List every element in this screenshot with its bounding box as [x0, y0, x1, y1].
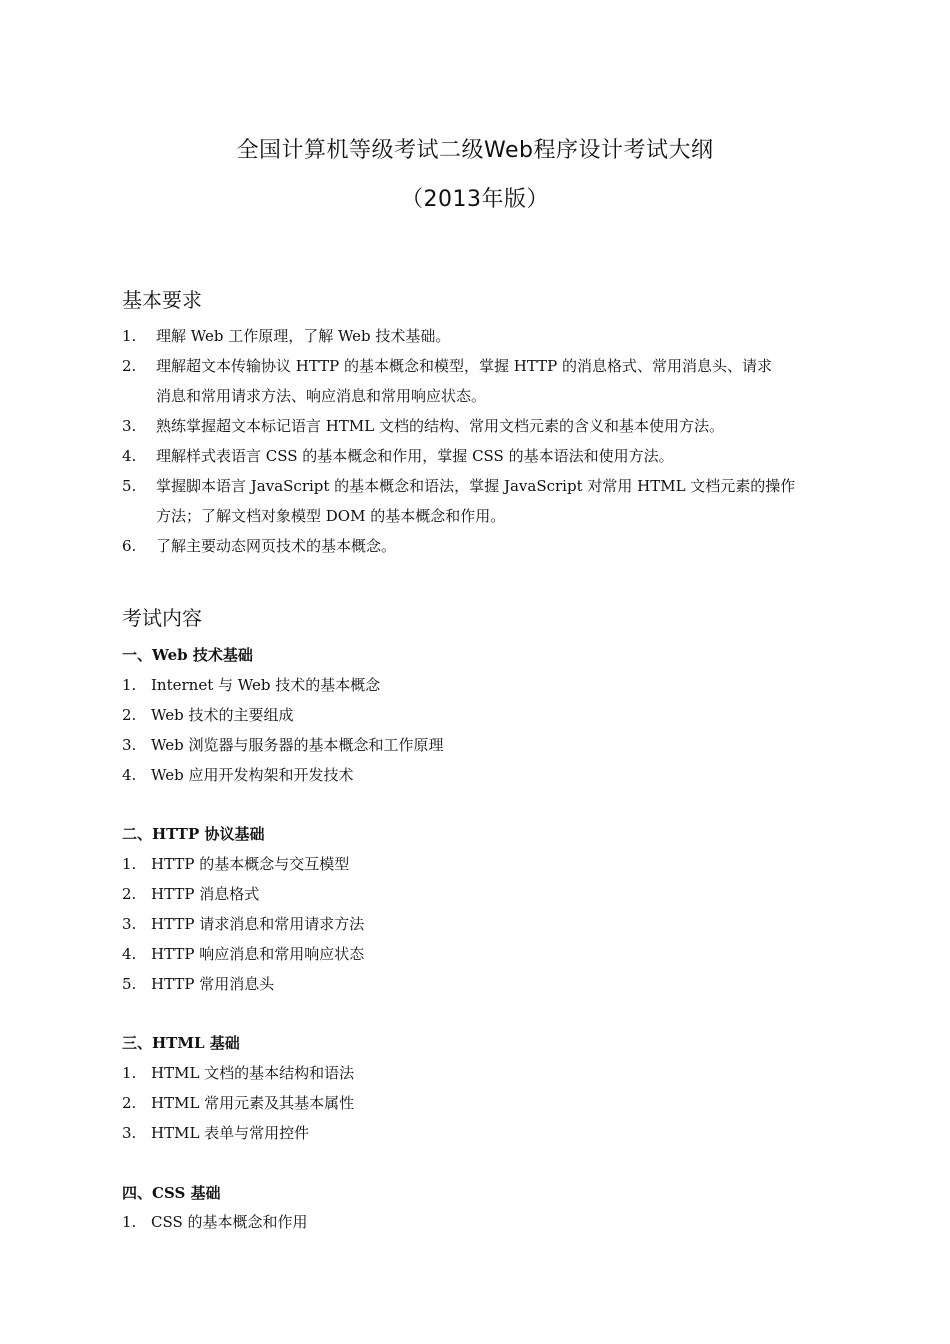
subsection-title: 二、HTTP 协议基础: [122, 825, 265, 843]
requirement-item: 6. 了解主要动态网页技术的基本概念。: [122, 537, 397, 555]
content-item: 1. Internet 与 Web 技术的基本概念: [122, 676, 381, 694]
subsection-title: 四、CSS 基础: [122, 1184, 221, 1202]
content-item: 2. Web 技术的主要组成: [122, 706, 294, 724]
content-item: 3. HTTP 请求消息和常用请求方法: [122, 915, 365, 933]
content-item: 5. HTTP 常用消息头: [122, 975, 275, 993]
subsection-title: 三、HTML 基础: [122, 1034, 240, 1052]
requirement-item: 4. 理解样式表语言 CSS 的基本概念和作用，掌握 CSS 的基本语法和使用方法。: [122, 447, 674, 465]
requirement-item: 2. 理解超文本传输协议 HTTP 的基本概念和模型，掌握 HTTP 的消息格式、常用消息头、请求: [122, 357, 772, 375]
content-item: 4. HTTP 响应消息和常用响应状态: [122, 945, 365, 963]
content-item: 2. HTTP 消息格式: [122, 885, 260, 903]
section-heading-basic-requirements: 基本要求: [122, 288, 202, 312]
content-item: 1. HTTP 的基本概念与交互模型: [122, 855, 350, 873]
section-heading-exam-content: 考试内容: [122, 606, 202, 630]
content-item: 3. Web 浏览器与服务器的基本概念和工作原理: [122, 736, 444, 754]
document-edition: （2013年版）: [401, 187, 549, 212]
content-item: 3. HTML 表单与常用控件: [122, 1124, 310, 1142]
requirement-item: 5. 掌握脚本语言 JavaScript 的基本概念和语法，掌握 JavaScript 对常用 HTML 文档元素的操作: [122, 477, 796, 495]
requirement-item-continuation: 方法；了解文档对象模型 DOM 的基本概念和作用。: [156, 507, 506, 525]
content-item: 2. HTML 常用元素及其基本属性: [122, 1094, 355, 1112]
document-title: 全国计算机等级考试二级Web程序设计考试大纲: [236, 138, 714, 163]
subsection-title: 一、Web 技术基础: [122, 646, 253, 664]
content-item: 4. Web 应用开发构架和开发技术: [122, 766, 354, 784]
requirement-item: 3. 熟练掌握超文本标记语言 HTML 文档的结构、常用文档元素的含义和基本使用方法。: [122, 417, 724, 435]
requirement-item-continuation: 消息和常用请求方法、响应消息和常用响应状态。: [156, 387, 487, 405]
content-item: 1. HTML 文档的基本结构和语法: [122, 1064, 355, 1082]
content-item: 1. CSS 的基本概念和作用: [122, 1213, 308, 1231]
requirement-item: 1. 理解 Web 工作原理，了解 Web 技术基础。: [122, 327, 451, 345]
